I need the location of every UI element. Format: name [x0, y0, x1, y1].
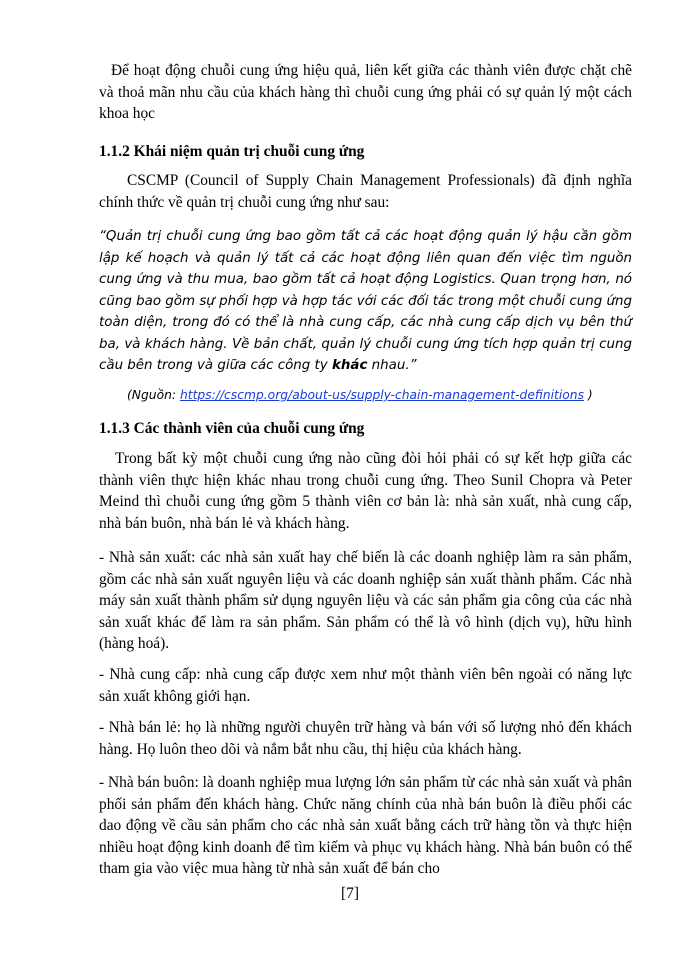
quote-text-main: “Quản trị chuỗi cung ứng bao gồm tất cả các hoạt động quản lý hậu cần gồm lập kế hoạch và quản lý tất cả các hoạt động liên quan đến việc tìm nguồn cung ứng và thu mua, bao gồm tất cả hoạt động Logistics. Quan trọng hơn, nó cũng bao gồm sự phối hợp và hợp tác với các đối tác trong một chuỗi cung ứng toàn diện, trong đó có thể là nhà cung cấp, các nhà cung cấp dịch vụ bên thứ ba, và khách hàng. Về bản chất, quản lý chuỗi cung ứng tích hợp quản trị cung cầu bên trong và giữa các công ty	[99, 229, 632, 373]
retailer-paragraph	[99, 717, 632, 760]
manufacturer-text: - Nhà sản xuất: các nhà sản xuất hay chế biến là các doanh nghiệp làm ra sản phẩm, gồm các nhà sản xuất nguyên liệu và các doanh nghiệp sản xuất thành phẩm. Các nhà máy sản xuất thành phẩm sử dụng nguyên liệu và các sản phẩm gia công của các nhà sản xuất khác để làm ra sản phẩm. Sản phẩm có thể là vô hình (dịch vụ), hữu hình (hàng hoá).	[99, 549, 632, 652]
retailer-text: - Nhà bán lẻ: họ là những người chuyên trữ hàng và bán với số lượng nhỏ đến khách hàng. Họ luôn theo dõi và nắm bắt nhu cầu, thị hiệu của khách hàng.	[99, 719, 632, 758]
cscmp-paragraph	[99, 170, 632, 213]
members-intro-text: Trong bất kỳ một chuỗi cung ứng nào cũng đòi hỏi phải có sự kết hợp giữa các thành viên thực hiện khác nhau trong chuỗi cung ứng. Theo Sunil Chopra và Peter Meind thì chuỗi cung ứng gồm 5 thành viên cơ bản là: nhà sản xuất, nhà cung cấp, nhà bán buôn, nhà bán lẻ và khách hàng.	[99, 450, 632, 532]
heading-1-1-3: 1.1.3 Các thành viên của chuỗi cung ứng	[99, 420, 365, 437]
source-suffix: )	[584, 388, 593, 402]
cscmp-text: CSCMP (Council of Supply Chain Management Professionals) đã định nghĩa chính thức về quản trị chuỗi cung ứng như sau:	[99, 172, 632, 211]
manufacturer-paragraph	[99, 547, 632, 655]
source-prefix: (Nguồn:	[127, 388, 180, 402]
members-intro-paragraph	[99, 448, 632, 534]
heading-1-1-2: 1.1.2 Khái niệm quản trị chuỗi cung ứng	[99, 143, 365, 160]
quote-emphasis: khác	[331, 358, 368, 373]
quote-text	[99, 226, 632, 377]
supplier-text: - Nhà cung cấp: nhà cung cấp được xem như một thành viên bên ngoài có năng lực sản xuất không giới hạn.	[99, 666, 632, 705]
wholesaler-text: - Nhà bán buôn: là doanh nghiệp mua lượng lớn sản phẩm từ các nhà sản xuất và phân phối sản phẩm đến khách hàng. Chức năng chính của nhà bán buôn là điều phối các dao động về cầu sản phẩm cho các nhà sản xuất bằng cách trữ hàng tồn và thực hiện nhiều hoạt động kinh doanh để tìm kiếm và phục vụ khách hàng. Nhà bán buôn có thể tham gia vào việc mua hàng từ nhà sản xuất để bán cho	[99, 774, 632, 877]
cscmp-quote	[99, 226, 632, 377]
intro-text: Để hoạt động chuỗi cung ứng hiệu quả, liên kết giữa các thành viên được chặt chẽ và thoả mãn nhu cầu của khách hàng thì chuỗi cung ứng phải có sự quản lý một cách khoa học	[99, 62, 632, 122]
supplier-paragraph	[99, 664, 632, 707]
quote-text-end: nhau.”	[367, 358, 417, 373]
wholesaler-paragraph	[99, 772, 632, 880]
page-number: [7]	[341, 885, 359, 902]
intro-paragraph	[99, 60, 632, 125]
source-link[interactable]: https://cscmp.org/about-us/supply-chain-management-definitions	[179, 388, 584, 402]
source-citation	[127, 386, 593, 404]
